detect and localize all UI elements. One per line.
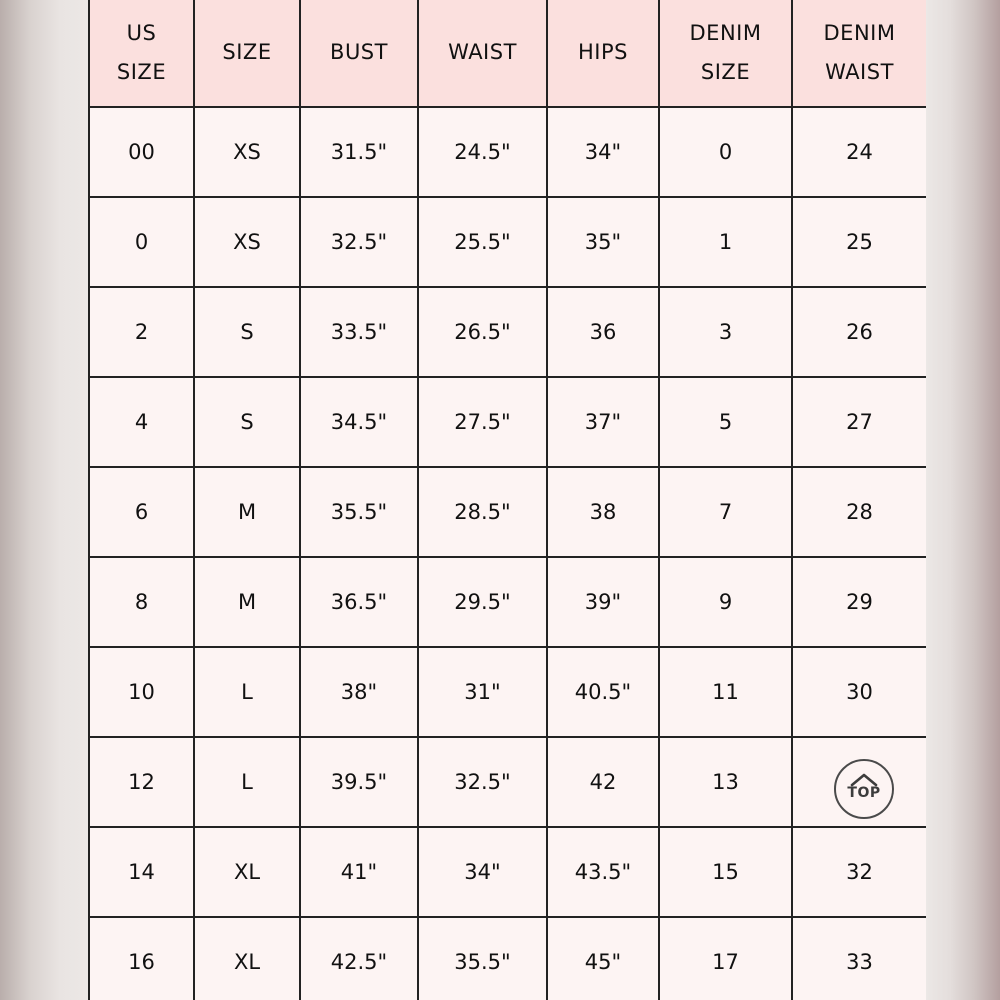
cell-denim-waist: 24 (792, 107, 926, 197)
cell-waist: 24.5" (418, 107, 547, 197)
cell-denim-size: 15 (659, 827, 792, 917)
cell-us-size: 12 (89, 737, 194, 827)
cell-us-size: 00 (89, 107, 194, 197)
cell-hips: 35" (547, 197, 659, 287)
header-us-size: US SIZE (89, 0, 194, 107)
cell-denim-size: 3 (659, 287, 792, 377)
table-row (89, 467, 926, 557)
cell-us-size: 8 (89, 557, 194, 647)
cell-denim-size: 1 (659, 197, 792, 287)
cell-us-size: 4 (89, 377, 194, 467)
cell-denim-size: 17 (659, 917, 792, 1000)
cell-size: S (194, 287, 300, 377)
table-row (89, 557, 926, 647)
cell-hips: 42 (547, 737, 659, 827)
cell-denim-waist: 29 (792, 557, 926, 647)
cell-denim-waist: 33 (792, 917, 926, 1000)
table-row (89, 287, 926, 377)
table-row (89, 917, 926, 1000)
cell-bust: 33.5" (300, 287, 418, 377)
table-row (89, 827, 926, 917)
cell-size: S (194, 377, 300, 467)
cell-denim-size: 0 (659, 107, 792, 197)
cell-denim-size: 5 (659, 377, 792, 467)
cell-size: XS (194, 197, 300, 287)
cell-hips: 38 (547, 467, 659, 557)
cell-waist: 31" (418, 647, 547, 737)
cell-bust: 35.5" (300, 467, 418, 557)
header-size: SIZE (194, 0, 300, 107)
cell-waist: 27.5" (418, 377, 547, 467)
cell-denim-waist: 26 (792, 287, 926, 377)
cell-bust: 42.5" (300, 917, 418, 1000)
cell-size: XL (194, 827, 300, 917)
scroll-to-top-label: TOP (847, 785, 881, 801)
cell-hips: 34" (547, 107, 659, 197)
cell-waist: 34" (418, 827, 547, 917)
cell-bust: 36.5" (300, 557, 418, 647)
cell-us-size: 14 (89, 827, 194, 917)
table-row (89, 377, 926, 467)
cell-denim-waist: 27 (792, 377, 926, 467)
cell-waist: 35.5" (418, 917, 547, 1000)
header-denim-size: DENIM SIZE (659, 0, 792, 107)
cell-waist: 25.5" (418, 197, 547, 287)
cell-denim-waist: 28 (792, 467, 926, 557)
cell-bust: 38" (300, 647, 418, 737)
cell-size: M (194, 557, 300, 647)
cell-hips: 43.5" (547, 827, 659, 917)
cell-denim-size: 7 (659, 467, 792, 557)
cell-denim-size: 13 (659, 737, 792, 827)
cell-us-size: 16 (89, 917, 194, 1000)
cell-bust: 39.5" (300, 737, 418, 827)
cell-size: L (194, 647, 300, 737)
size-chart-table (88, 0, 926, 1000)
cell-hips: 40.5" (547, 647, 659, 737)
cell-us-size: 0 (89, 197, 194, 287)
cell-waist: 32.5" (418, 737, 547, 827)
cell-hips: 36 (547, 287, 659, 377)
cell-bust: 41" (300, 827, 418, 917)
cell-hips: 45" (547, 917, 659, 1000)
cell-us-size: 10 (89, 647, 194, 737)
table-row (89, 647, 926, 737)
size-chart-sheet (88, 0, 926, 1000)
cell-denim-waist: 25 (792, 197, 926, 287)
table-row (89, 197, 926, 287)
cell-denim-waist: 32 (792, 827, 926, 917)
cell-waist: 26.5" (418, 287, 547, 377)
header-waist: WAIST (418, 0, 547, 107)
cell-waist: 28.5" (418, 467, 547, 557)
cell-denim-size: 9 (659, 557, 792, 647)
cell-bust: 32.5" (300, 197, 418, 287)
header-denim-waist: DENIM WAIST (792, 0, 926, 107)
header-bust: BUST (300, 0, 418, 107)
cell-size: M (194, 467, 300, 557)
cell-us-size: 2 (89, 287, 194, 377)
cell-hips: 39" (547, 557, 659, 647)
cell-size: L (194, 737, 300, 827)
cell-waist: 29.5" (418, 557, 547, 647)
table-row (89, 107, 926, 197)
cell-bust: 31.5" (300, 107, 418, 197)
table-row (89, 737, 926, 827)
cell-bust: 34.5" (300, 377, 418, 467)
header-hips: HIPS (547, 0, 659, 107)
scroll-to-top-button[interactable] (834, 759, 894, 819)
cell-denim-waist: 30 (792, 647, 926, 737)
cell-denim-size: 11 (659, 647, 792, 737)
cell-hips: 37" (547, 377, 659, 467)
cell-size: XS (194, 107, 300, 197)
cell-us-size: 6 (89, 467, 194, 557)
cell-size: XL (194, 917, 300, 1000)
header-row (89, 0, 926, 107)
